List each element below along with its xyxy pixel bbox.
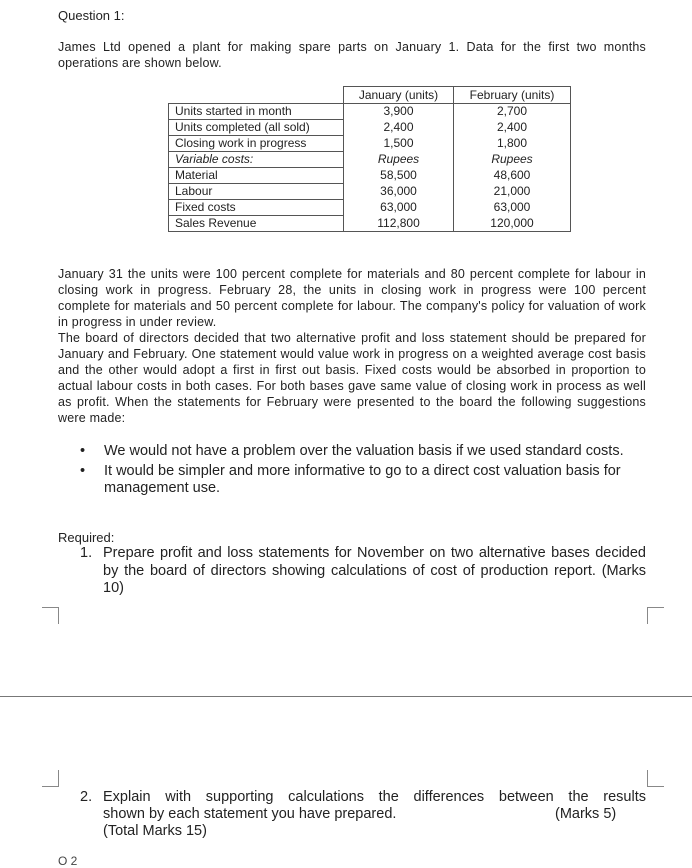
paragraph-board: The board of directors decided that two alternative profit and loss statement should be prepared for January and February. One statement would value work in progress on a weighted average cost basis and the other would adopt a first in first out basis. Fixed costs would be absorbed in proportion to actual labour costs in both cases. For both bases gave same value of closing work in process as well as profit. When the statements for February were presented to the board the following suggestions were made: (58, 331, 646, 425)
total-marks-label: (Total Marks 15) (103, 823, 207, 839)
table-row (169, 152, 571, 168)
intro-text: James Ltd opened a plant for making spare parts on January 1. Data for the first two months operations are shown below. (58, 40, 646, 70)
feb-value: 1,800 (454, 136, 571, 152)
feb-value: 2,700 (454, 104, 571, 120)
requirement-text-cont: shown by each statement you have prepared. (103, 806, 397, 822)
marks-label: (Marks 10) (103, 562, 646, 596)
requirement-text: Prepare profit and loss statements for November on two alternative bases decided by the board of directors showing calculations of cost of production report. (103, 545, 646, 579)
table-header-row (169, 87, 571, 104)
row-label: Sales Revenue (169, 216, 344, 232)
table-row (169, 120, 571, 136)
jan-value: 36,000 (344, 184, 454, 200)
jan-value: 112,800 (344, 216, 454, 232)
row-label: Labour (169, 184, 344, 200)
feb-value: 63,000 (454, 200, 571, 216)
row-label: Units completed (all sold) (169, 120, 344, 136)
marks-label: (Marks 5) (555, 806, 617, 822)
row-label: Fixed costs (169, 200, 344, 216)
paragraph-wip: January 31 the units were 100 percent complete for materials and 80 percent complete for labour in closing work in progress. February 28, the units in closing work in progress were 100 percent complete for materials and 50 percent complete for labour. The company's policy for valuation of work in progress in under review. (58, 267, 646, 329)
page-divider (0, 696, 692, 697)
jan-value: 58,500 (344, 168, 454, 184)
required-label: Required: (58, 530, 115, 545)
header-january: January (units) (344, 87, 454, 104)
body-text (58, 266, 646, 426)
requirement-1 (80, 545, 646, 598)
table-row (169, 168, 571, 184)
table-row (169, 136, 571, 152)
row-label: Units started in month (169, 104, 344, 120)
bullet-item: • We would not have a problem over the valuation basis if we used standard costs. (80, 443, 646, 460)
jan-value: 1,500 (344, 136, 454, 152)
table-row (169, 200, 571, 216)
feb-value: 120,000 (454, 216, 571, 232)
feb-value: Rupees (454, 152, 571, 168)
cutoff-text: O 2 (58, 854, 78, 868)
row-label: Closing work in progress (169, 136, 344, 152)
jan-value: 3,900 (344, 104, 454, 120)
jan-value: Rupees (344, 152, 454, 168)
table-row (169, 216, 571, 232)
row-label: Variable costs: (169, 152, 344, 168)
requirement-text: Explain with supporting calculations the differences between the results (103, 789, 646, 805)
data-table (168, 86, 571, 232)
crop-mark (647, 770, 664, 787)
header-february: February (units) (454, 87, 571, 104)
requirement-number: 2. (80, 789, 93, 805)
jan-value: 63,000 (344, 200, 454, 216)
table-row (169, 184, 571, 200)
question-title: Question 1: (58, 8, 125, 23)
feb-value: 48,600 (454, 168, 571, 184)
crop-mark (42, 770, 59, 787)
table-row (169, 104, 571, 120)
bullet-item: • It would be simpler and more informative to go to a direct cost valuation basis for management use. (80, 463, 646, 497)
requirement-2 (80, 789, 646, 840)
bullet-list (80, 443, 646, 500)
feb-value: 2,400 (454, 120, 571, 136)
feb-value: 21,000 (454, 184, 571, 200)
jan-value: 2,400 (344, 120, 454, 136)
requirement-number: 1. (80, 545, 93, 561)
row-label: Material (169, 168, 344, 184)
crop-mark (647, 607, 664, 624)
crop-mark (42, 607, 59, 624)
